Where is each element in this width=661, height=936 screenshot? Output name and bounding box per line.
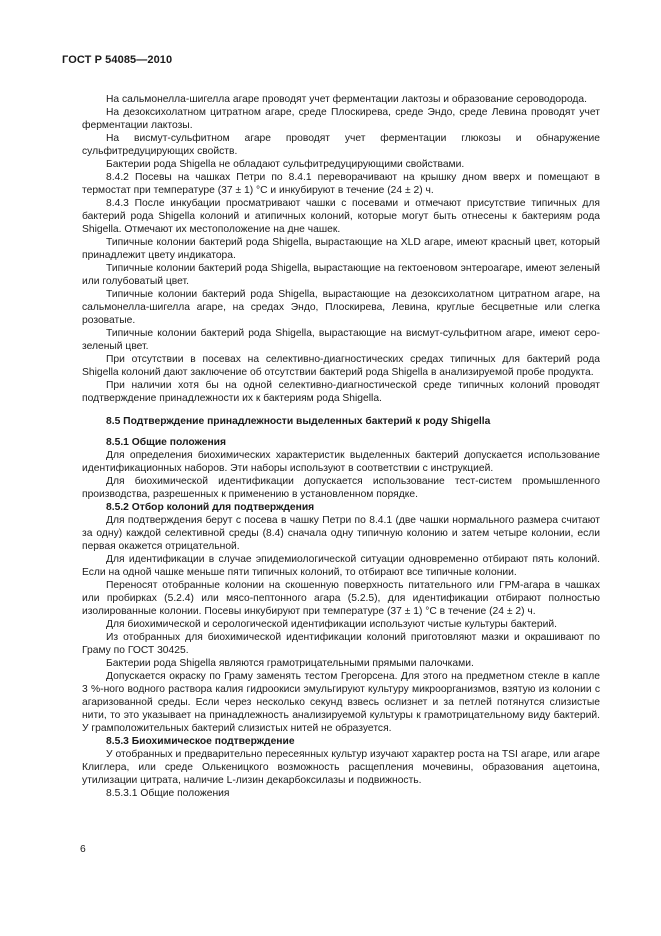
- paragraph: Типичные колонии бактерий рода Shigella, вырастающие на дезоксихолатном цитратном агаре, на сальмонелла-шигелла агаре, на средах Эндо, Плоскирева, Левина, круглые бесцветные или слегка розоватые.: [82, 289, 600, 326]
- paragraph: Типичные колонии бактерий рода Shigella, вырастающие на висмут-сульфитном агаре, имеют серо-зеленый цвет.: [82, 328, 600, 352]
- paragraph: Для подтверждения берут с посева в чашку Петри по 8.4.1 (две чашки нормального размера считают за одну) каждой селективной среды (8.4) сначала одну типичную колонию и затем четыре колонии, если первая окажется отрицательной.: [82, 515, 600, 552]
- document-body: [82, 93, 600, 800]
- paragraph: Допускается окраску по Граму заменять тестом Грегорсена. Для этого на предметном стекле в капле 3 %-ного водного раствора калия гидроокиси эмульгируют культуру микроорганизмов, взятую из колонии с агаризованной среды. Если через несколько секунд взвесь ослизнет и за петлей потянутся слизистые нити, то это указывает на принадлежность анализируемой культуры к грамотрицательному виду бактерий. У грамположительных бактерий слизистых нитей не образуется.: [82, 671, 600, 734]
- paragraph: У отобранных и предварительно пересеянных культур изучают характер роста на TSI агаре, или агаре Клиглера, или среде Олькеницкого возможность расщепления мочевины, образования ацетоина, утилизации цитрата, наличие L-лизин декарбоксилазы и подвижность.: [82, 749, 600, 786]
- paragraph: На сальмонелла-шигелла агаре проводят учет ферментации лактозы и образование сероводорода.: [106, 94, 587, 105]
- page-number: 6: [80, 844, 86, 855]
- paragraph: Переносят отобранные колонии на скошенную поверхность питательного или ГРМ-агара в чашках или пробирках (5.2.4) или мясо-пептонного агара (5.2.5), для идентификации отбирают полностью изолированные колонии. Посевы инкубируют при температуре (37 ± 1) °С в течение (24 ± 2) ч.: [82, 580, 600, 617]
- paragraph: Типичные колонии бактерий рода Shigella, вырастающие на гектоеновом энтероагаре, имеют зеленый или голубоватый цвет.: [82, 263, 600, 287]
- section-heading-8-5-3: 8.5.3 Биохимическое подтверждение: [106, 736, 295, 747]
- section-heading-8-5: 8.5 Подтверждение принадлежности выделенных бактерий к роду Shigella: [106, 416, 491, 427]
- paragraph: При наличии хотя бы на одной селективно-диагностической среде типичных колоний проводят подтверждение принадлежности их к бактериям рода Shigella.: [82, 380, 600, 404]
- section-heading-8-5-3-1: 8.5.3.1 Общие положения: [106, 788, 230, 799]
- paragraph: 8.4.3 После инкубации просматривают чашки с посевами и отмечают присутствие типичных для бактерий рода Shigella колоний и атипичных колоний, которые могут быть отнесены к бактериям рода Shigella. Отмечают их местоположение на дне чашек.: [82, 198, 600, 235]
- paragraph: На дезоксихолатном цитратном агаре, среде Плоскирева, среде Эндо, среде Левина проводят учет ферментации лактозы.: [82, 107, 600, 131]
- document-header: ГОСТ Р 54085—2010: [62, 54, 173, 66]
- paragraph: Для определения биохимических характеристик выделенных бактерий допускается использование идентификационных наборов. Эти наборы используют в соответствии с инструкцией.: [82, 450, 600, 474]
- paragraph: Бактерии рода Shigella являются грамотрицательными прямыми палочками.: [106, 658, 474, 669]
- paragraph: На висмут-сульфитном агаре проводят учет ферментации глюкозы и обнаружение сульфитредуцирующих свойств.: [82, 133, 600, 157]
- paragraph: Для биохимической идентификации допускается использование тест-систем промышленного производства, разрешенных к применению в установленном порядке.: [82, 476, 600, 500]
- paragraph: Для идентификации в случае эпидемиологической ситуации одновременно отбирают пять колоний. Если на одной чашке меньше пяти типичных колоний, то отбирают все типичные колонии.: [82, 554, 600, 578]
- paragraph: Из отобранных для биохимической идентификации колоний приготовляют мазки и окрашивают по Граму по ГОСТ 30425.: [82, 632, 600, 656]
- paragraph: При отсутствии в посевах на селективно-диагностических средах типичных для бактерий рода Shigella колоний дают заключение об отсутствии бактерий рода Shigella в анализируемой пробе продукта.: [82, 354, 600, 378]
- paragraph: Типичные колонии бактерий рода Shigella, вырастающие на XLD агаре, имеют красный цвет, который принадлежит цвету индикатора.: [82, 237, 600, 261]
- section-heading-8-5-2: 8.5.2 Отбор колоний для подтверждения: [106, 502, 315, 513]
- section-heading-8-5-1: 8.5.1 Общие положения: [106, 437, 226, 448]
- paragraph: Для биохимической и серологической идентификации используют чистые культуры бактерий.: [106, 619, 558, 630]
- paragraph: 8.4.2 Посевы на чашках Петри по 8.4.1 переворачивают на крышку дном вверх и помещают в термостат при температуре (37 ± 1) °С и инкубируют в течение (24 ± 2) ч.: [82, 172, 600, 196]
- paragraph: Бактерии рода Shigella не обладают сульфитредуцирующими свойствами.: [106, 159, 465, 170]
